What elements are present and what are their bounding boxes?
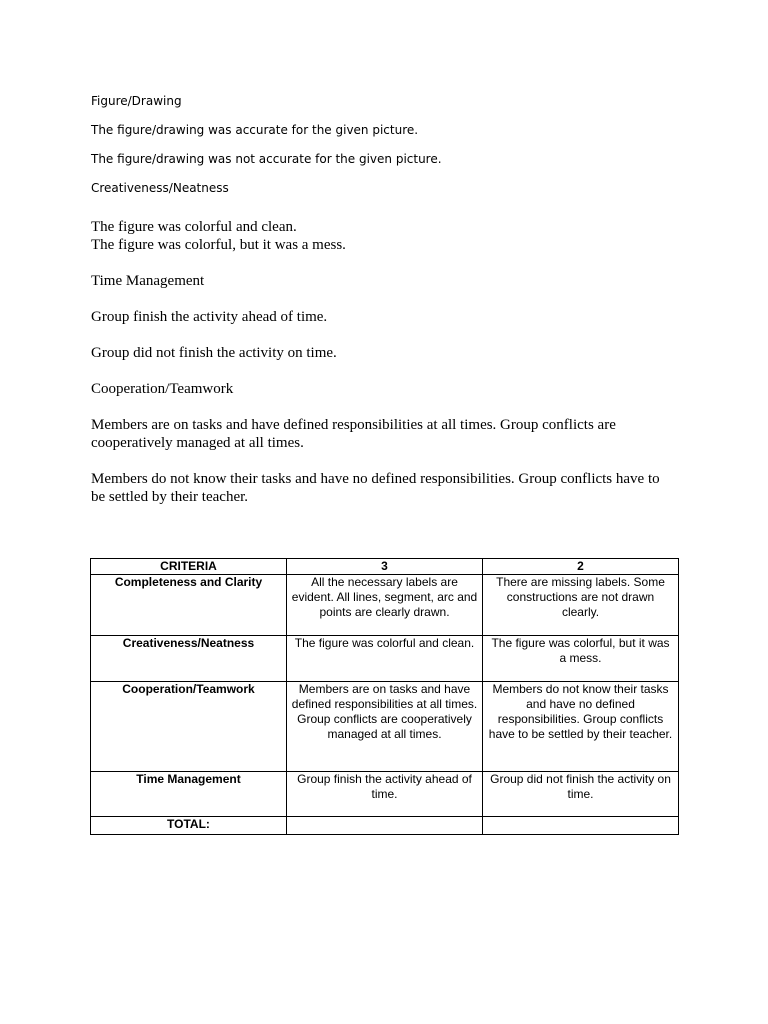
- criteria-cell: Cooperation/Teamwork: [91, 682, 287, 772]
- heading-time-management: Time Management: [91, 273, 205, 289]
- time-ahead-line: Group finish the activity ahead of time.: [91, 309, 328, 325]
- heading-creativeness: Creativeness/Neatness: [91, 181, 229, 195]
- criteria-cell: Completeness and Clarity: [91, 575, 287, 636]
- score-3-cell: Members are on tasks and have defined responsibilities at all times. Group conflicts are cooperatively managed at all times.: [287, 682, 483, 772]
- creative-clean-line: The figure was colorful and clean.: [91, 219, 297, 235]
- total-row: [91, 817, 679, 835]
- header-score-3: 3: [287, 559, 483, 575]
- score-3-cell: All the necessary labels are evident. All lines, segment, arc and points are clearly drawn.: [287, 575, 483, 636]
- heading-figure-drawing: Figure/Drawing: [91, 94, 182, 108]
- coop-poor-paragraph: Members do not know their tasks and have no defined responsibilities. Group conflicts have to be settled by their teacher.: [91, 471, 660, 505]
- total-label: TOTAL:: [91, 817, 287, 835]
- table-row: [91, 575, 679, 636]
- total-score-3-cell: [287, 817, 483, 835]
- score-3-cell: Group finish the activity ahead of time.: [287, 772, 483, 817]
- score-2-cell: Group did not finish the activity on time.: [483, 772, 679, 817]
- criteria-cell: Creativeness/Neatness: [91, 636, 287, 682]
- table-header-row: [91, 559, 679, 575]
- score-2-cell: The figure was colorful, but it was a mess.: [483, 636, 679, 682]
- criteria-cell: Time Management: [91, 772, 287, 817]
- coop-good-paragraph: Members are on tasks and have defined responsibilities at all times. Group conflicts are cooperatively managed at all times.: [91, 417, 616, 451]
- score-3-cell: The figure was colorful and clean.: [287, 636, 483, 682]
- total-score-2-cell: [483, 817, 679, 835]
- table-row: [91, 636, 679, 682]
- score-2-cell: Members do not know their tasks and have no defined responsibilities. Group conflicts have to be settled by their teacher.: [483, 682, 679, 772]
- table-row: [91, 682, 679, 772]
- header-criteria: CRITERIA: [91, 559, 287, 575]
- time-late-line: Group did not finish the activity on time.: [91, 345, 337, 361]
- rubric-table: [90, 558, 679, 835]
- header-score-2: 2: [483, 559, 679, 575]
- score-2-cell: There are missing labels. Some constructions are not drawn clearly.: [483, 575, 679, 636]
- creative-mess-line: The figure was colorful, but it was a mess.: [91, 237, 346, 253]
- table-row: [91, 772, 679, 817]
- figure-not-accurate-line: The figure/drawing was not accurate for the given picture.: [91, 152, 442, 166]
- figure-accurate-line: The figure/drawing was accurate for the given picture.: [91, 123, 419, 137]
- heading-cooperation: Cooperation/Teamwork: [91, 381, 234, 397]
